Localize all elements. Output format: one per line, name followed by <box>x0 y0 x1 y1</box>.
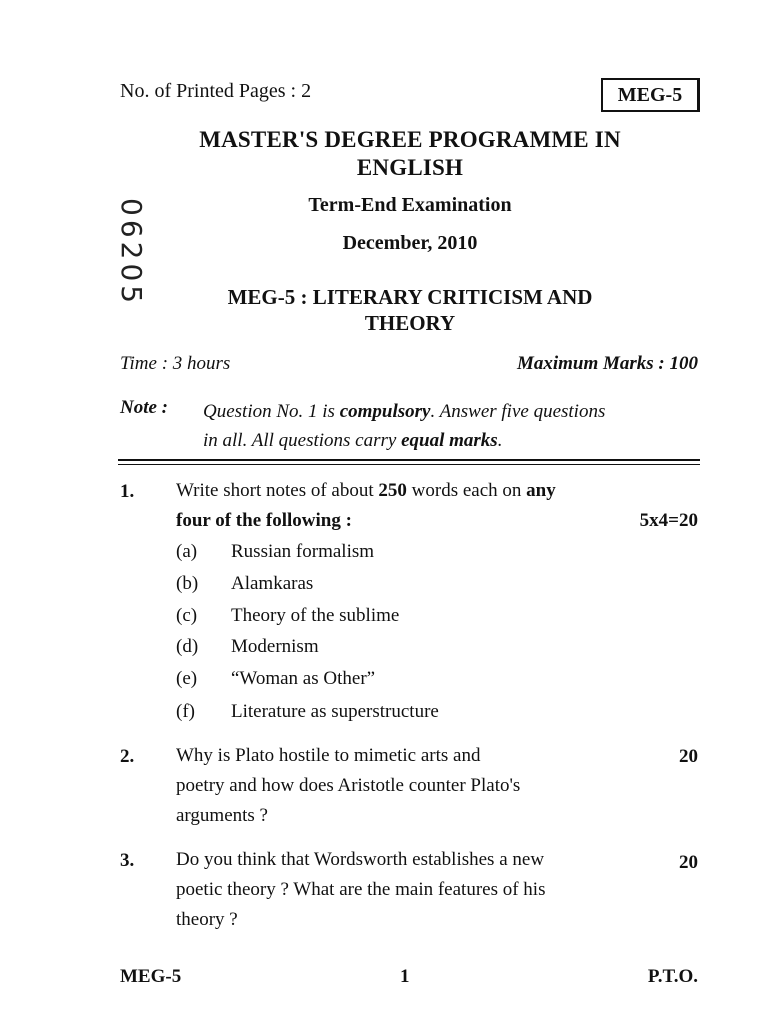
note-text: Question No. 1 is compulsory. Answer five questions in all. All questions carry equal marks. <box>203 401 606 451</box>
programme-title-line2: ENGLISH <box>356 155 464 180</box>
footer-page-number: 1 <box>400 966 410 987</box>
divider-thick <box>118 459 700 461</box>
note-label: Note : <box>120 397 169 418</box>
option-text-f: Literature as superstructure <box>231 701 439 722</box>
question-number-3: 3. <box>120 850 135 871</box>
printed-pages-count: No. of Printed Pages : 2 <box>120 80 312 102</box>
question-3-text: Do you think that Wordsworth establishes a new poetic theory ? What are the main features of his theory ? <box>176 849 546 930</box>
course-title-line2: THEORY <box>364 311 456 335</box>
question-2-text: Why is Plato hostile to mimetic arts and poetry and how does Aristotle counter Plato's arguments ? <box>176 745 521 826</box>
course-title-line1: MEG-5 : LITERARY CRITICISM AND <box>227 285 593 309</box>
question-number-2: 2. <box>120 746 135 767</box>
option-letter-c: (c) <box>176 605 198 626</box>
option-text-a: Russian formalism <box>231 541 375 562</box>
option-text-d: Modernism <box>231 636 319 657</box>
programme-title <box>130 126 690 182</box>
exam-date: December, 2010 <box>342 232 478 254</box>
serial-number: 06205 <box>115 198 148 308</box>
option-text-c: Theory of the sublime <box>231 605 400 626</box>
option-letter-d: (d) <box>176 636 199 657</box>
exam-name: Term-End Examination <box>308 194 512 216</box>
maximum-marks: Maximum Marks : 100 <box>516 353 698 374</box>
option-letter-b: (b) <box>176 573 199 594</box>
course-code-box: MEG-5 <box>601 78 699 112</box>
footer-course-code: MEG-5 <box>120 966 182 987</box>
option-letter-e: (e) <box>176 668 198 689</box>
option-text-b: Alamkaras <box>231 573 314 594</box>
question-2-marks: 20 <box>679 746 698 767</box>
time-allowed: Time : 3 hours <box>120 353 231 374</box>
option-letter-a: (a) <box>176 541 198 562</box>
divider-thin <box>118 464 700 465</box>
question-1-marks: 5x4=20 <box>639 510 698 531</box>
question-1-text: Write short notes of about 250 words each on any four of the following : <box>176 480 556 531</box>
question-3-marks: 20 <box>679 852 698 873</box>
option-letter-f: (f) <box>176 701 195 722</box>
course-title <box>130 284 690 336</box>
programme-title-line1: MASTER'S DEGREE PROGRAMME IN <box>199 127 621 152</box>
option-text-e: “Woman as Other” <box>231 668 376 689</box>
footer-pto: P.T.O. <box>647 966 698 987</box>
question-number-1: 1. <box>120 481 135 502</box>
